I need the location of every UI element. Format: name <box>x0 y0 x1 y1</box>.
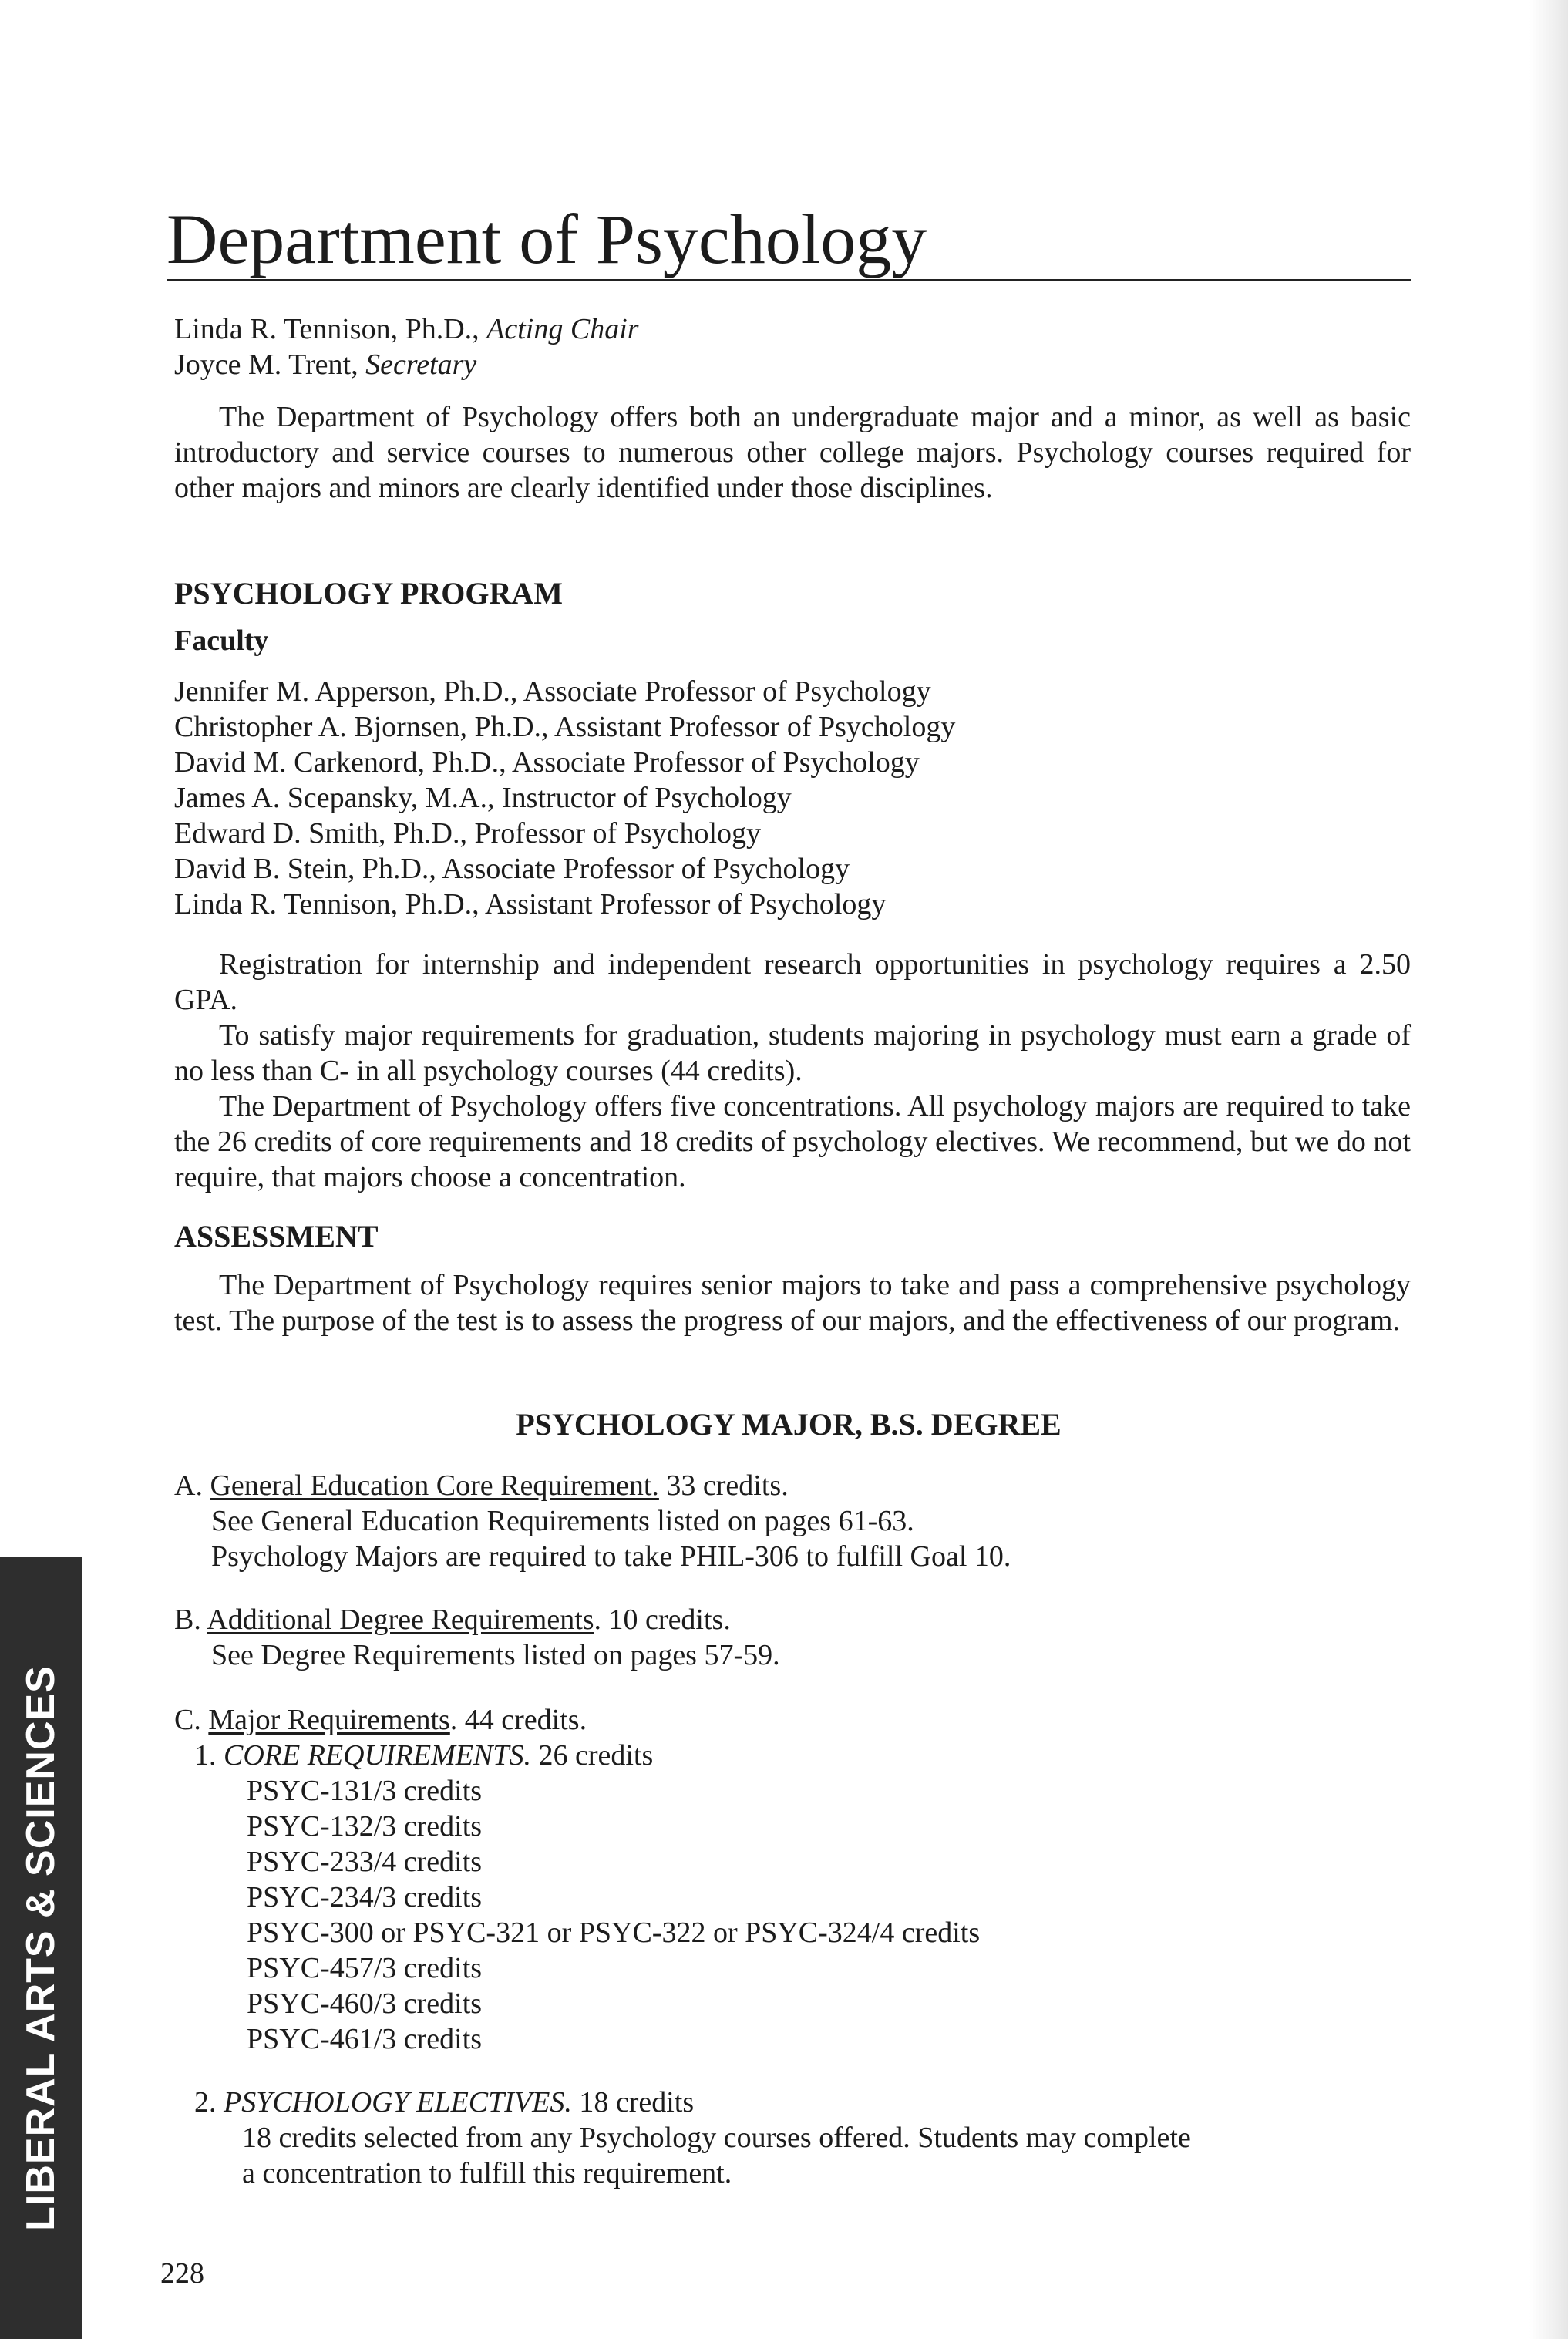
course-item: PSYC-460/3 credits <box>247 1987 483 2020</box>
course-item: PSYC-131/3 credits <box>247 1775 483 1807</box>
item-number: 1. <box>194 1739 224 1772</box>
staff-role: Acting Chair <box>486 313 639 345</box>
faculty-member: Linda R. Tennison, Ph.D., Assistant Professor of Psychology <box>174 888 887 920</box>
section-c-heading <box>174 1702 587 1738</box>
faculty-member: James A. Scepansky, M.A., Instructor of Psychology <box>174 782 792 814</box>
course-item: PSYC-233/4 credits <box>247 1846 483 1878</box>
electives-line: a concentration to fulfill this requirement. <box>242 2157 732 2189</box>
course-item: PSYC-300 or PSYC-321 or PSYC-322 or PSYC-324/4 credits <box>247 1917 981 1949</box>
section-a-line: Psychology Majors are required to take PHIL-306 to fulfill Goal 10. <box>211 1540 1011 1573</box>
section-title: Additional Degree Requirements <box>207 1604 594 1636</box>
section-letter: A. <box>174 1469 210 1502</box>
section-title: General Education Core Requirement. <box>210 1469 659 1502</box>
item-credits: 18 credits <box>571 2086 695 2119</box>
item-title: PSYCHOLOGY ELECTIVES. <box>224 2086 572 2119</box>
title-rule <box>167 279 1411 281</box>
section-credits: . 44 credits. <box>449 1704 587 1736</box>
assessment-heading: ASSESSMENT <box>174 1219 379 1254</box>
staff-name: Linda R. Tennison, Ph.D., <box>174 313 487 345</box>
section-a-line: See General Education Requirements listed on pages 61-63. <box>211 1505 914 1537</box>
section-a-heading <box>174 1468 789 1503</box>
item-title: CORE REQUIREMENTS. <box>224 1739 531 1772</box>
staff-name: Joyce M. Trent, <box>174 348 366 381</box>
staff-line-secretary <box>174 347 476 382</box>
electives-line: 18 credits selected from any Psychology courses offered. Students may complete <box>242 2122 1191 2154</box>
major-requirements-paragraph: To satisfy major requirements for graduation, students majoring in psychology must earn a grade of no less than C- in all psychology courses (44 credits). <box>174 1019 1411 1087</box>
course-item: PSYC-457/3 credits <box>247 1952 483 1984</box>
staff-line-chair <box>174 311 639 347</box>
electives-heading <box>194 2085 694 2120</box>
faculty-member: Jennifer M. Apperson, Ph.D., Associate Professor of Psychology <box>174 675 931 708</box>
assessment-paragraph: The Department of Psychology requires senior majors to take and pass a comprehensive psychology test. The purpose of the test is to assess the progress of our majors, and the effectiveness of our program. <box>174 1269 1411 1337</box>
core-requirements-heading <box>194 1738 653 1773</box>
section-letter: B. <box>174 1604 207 1636</box>
section-credits: . 10 credits. <box>594 1604 731 1636</box>
faculty-member: Edward D. Smith, Ph.D., Professor of Psychology <box>174 817 762 850</box>
item-number: 2. <box>194 2086 224 2119</box>
section-title: Major Requirements <box>208 1704 450 1736</box>
section-b-heading <box>174 1602 731 1637</box>
page-number: 228 <box>160 2257 204 2290</box>
side-tab-label: LIBERAL ARTS & SCIENCES <box>19 1665 63 2231</box>
intro-paragraph: The Department of Psychology offers both an undergraduate major and a minor, as well as basic introductory and service courses to numerous other college majors. Psychology courses required for other majors and minors are clearly identified under those disciplines. <box>174 401 1411 504</box>
faculty-member: Christopher A. Bjornsen, Ph.D., Assistant Professor of Psychology <box>174 711 956 743</box>
faculty-member: David B. Stein, Ph.D., Associate Professor of Psychology <box>174 853 850 885</box>
registration-paragraph: Registration for internship and independent research opportunities in psychology requires a 2.50 GPA. <box>174 948 1411 1016</box>
faculty-heading: Faculty <box>174 624 269 657</box>
program-heading: PSYCHOLOGY PROGRAM <box>174 576 564 611</box>
page-title: Department of Psychology <box>167 200 927 278</box>
course-item: PSYC-132/3 credits <box>247 1810 483 1843</box>
concentrations-paragraph: The Department of Psychology offers five concentrations. All psychology majors are required to take the 26 credits of core requirements and 18 credits of psychology electives. We recommend, but we do not require, that majors choose a concentration. <box>174 1090 1411 1193</box>
section-letter: C. <box>174 1704 209 1736</box>
section-credits: 33 credits. <box>658 1469 789 1502</box>
item-credits: 26 credits <box>530 1739 654 1772</box>
course-item: PSYC-234/3 credits <box>247 1881 483 1913</box>
staff-role: Secretary <box>365 348 477 381</box>
major-heading: PSYCHOLOGY MAJOR, B.S. DEGREE <box>516 1407 1062 1442</box>
course-item: PSYC-461/3 credits <box>247 2023 483 2055</box>
section-b-line: See Degree Requirements listed on pages 57-59. <box>211 1639 780 1671</box>
faculty-member: David M. Carkenord, Ph.D., Associate Professor of Psychology <box>174 746 920 779</box>
